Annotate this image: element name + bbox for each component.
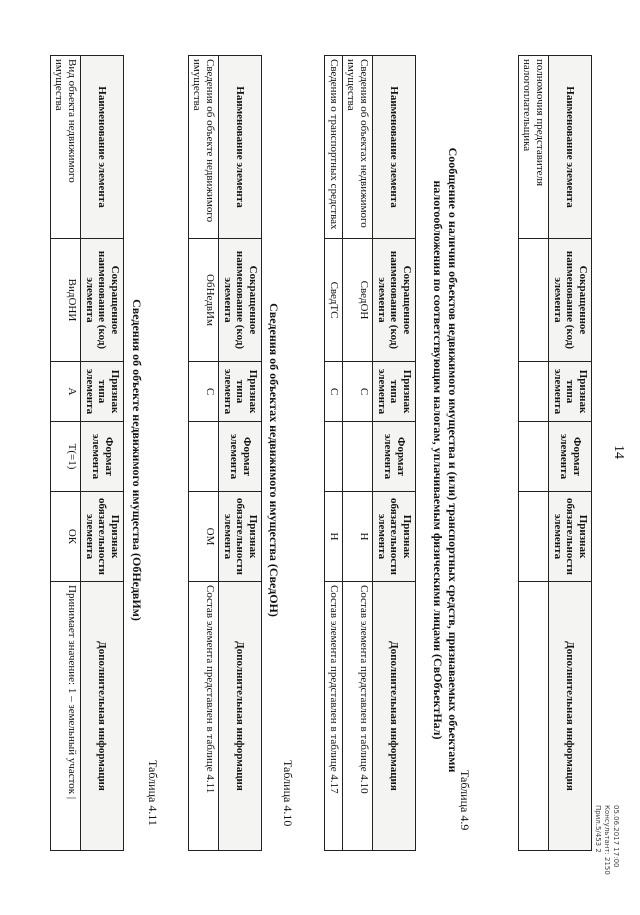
table-row [518, 56, 548, 851]
table-cell: Принимает значение: 1 – земельный участок | [50, 582, 80, 851]
table-cell: ОбНедвИм [188, 239, 218, 362]
header-cell: Формат элемента [373, 422, 416, 492]
table-cell: ВидОНИ [50, 239, 80, 362]
header-cell: Дополнительная информация [81, 582, 124, 851]
table-cell: СведОН [342, 239, 372, 362]
table-row [50, 56, 80, 851]
header-cell: Признак обязательности элемента [549, 492, 592, 582]
header-cell: Формат элемента [219, 422, 262, 492]
header-cell: Признак типа элемента [219, 362, 262, 422]
page-number: 14 [611, 445, 626, 459]
footer-code [590, 805, 620, 915]
table-cell: Сведения о транспортных средствах [325, 56, 343, 239]
table-cell: ОК [50, 492, 80, 582]
table-cell [342, 422, 372, 492]
table-cell: Н [342, 492, 372, 582]
table-cell: Вид объекта недвижимого имущества [50, 56, 80, 239]
table-cell: Состав элемента представлен в таблице 4.17 [325, 582, 343, 851]
table-cell [518, 239, 548, 362]
table-cell: Н [325, 492, 343, 582]
table-cell [518, 422, 548, 492]
table-label: Таблица 4.11 [146, 760, 160, 826]
header-cell: Признак обязательности элемента [373, 492, 416, 582]
table-cell: СведТС [325, 239, 343, 362]
table-cell [325, 422, 343, 492]
table-4-10 [188, 55, 262, 851]
header-cell: Дополнительная информация [373, 582, 416, 851]
footer-line: Консультант: 2150 Прил.5/453 2 [594, 805, 611, 875]
table-4-11 [50, 55, 124, 851]
header-cell: Наименование элемента [549, 56, 592, 239]
table-cell [518, 492, 548, 582]
table-cell [518, 582, 548, 851]
header-cell: Признак типа элемента [549, 362, 592, 422]
header-cell: Дополнительная информация [219, 582, 262, 851]
footer-line: 05.06.2017 17:00 [612, 805, 620, 868]
table-caption: Сведения об объекте недвижимого имущества (ОбНедвИм) [130, 299, 144, 621]
header-cell: Наименование элемента [373, 56, 416, 239]
header-cell: Признак обязательности элемента [81, 492, 124, 582]
table-header-row [373, 56, 416, 851]
table-label: Таблица 4.10 [281, 760, 295, 827]
table-continuation [518, 55, 592, 851]
table-cell: Состав элемента представлен в таблице 4.10 [342, 582, 372, 851]
table-cell: Сведения об объектах недвижимого имущества [342, 56, 372, 239]
header-cell: Формат элемента [549, 422, 592, 492]
table-row [188, 56, 218, 851]
header-cell: Сокращенное наименование (код) элемента [373, 239, 416, 362]
table-row [342, 56, 372, 851]
table-header-row [219, 56, 262, 851]
header-cell: Признак типа элемента [373, 362, 416, 422]
table-caption: Сообщение о наличии объектов недвижимого имущества и (или) транспортных средств, признаваемых объектами налогообложения по соответствующим налогам, уплачиваемым физическими лицами (СвОбъектНал) [431, 147, 460, 773]
header-cell: Сокращенное наименование (код) элемента [81, 239, 124, 362]
table-cell: С [188, 362, 218, 422]
table-cell: ОМ [188, 492, 218, 582]
table-cell: С [325, 362, 343, 422]
header-cell: Признак типа элемента [81, 362, 124, 422]
header-cell: Наименование элемента [81, 56, 124, 239]
header-cell: Дополнительная информация [549, 582, 592, 851]
table-cell: Сведения об объекте недвижимого имущества [188, 56, 218, 239]
table-cell: С [342, 362, 372, 422]
table-4-9 [324, 55, 416, 851]
table-caption: Сведения об объектах недвижимого имущества (СведОН) [267, 303, 281, 617]
table-cell: А [50, 362, 80, 422]
table-cell: полномочия представителя налогоплательщика [518, 56, 548, 239]
header-cell: Формат элемента [81, 422, 124, 492]
table-cell [188, 422, 218, 492]
table-cell: Состав элемента представлен в таблице 4.11 [188, 582, 218, 851]
header-cell: Сокращенное наименование (код) элемента [219, 239, 262, 362]
table-header-row [81, 56, 124, 851]
header-cell: Признак обязательности элемента [219, 492, 262, 582]
table-cell [518, 362, 548, 422]
table-row [325, 56, 343, 851]
header-cell: Наименование элемента [219, 56, 262, 239]
table-header-row [549, 56, 592, 851]
table-label: Таблица 4.9 [458, 770, 472, 831]
table-cell: T(=1) [50, 422, 80, 492]
header-cell: Сокращенное наименование (код) элемента [549, 239, 592, 362]
